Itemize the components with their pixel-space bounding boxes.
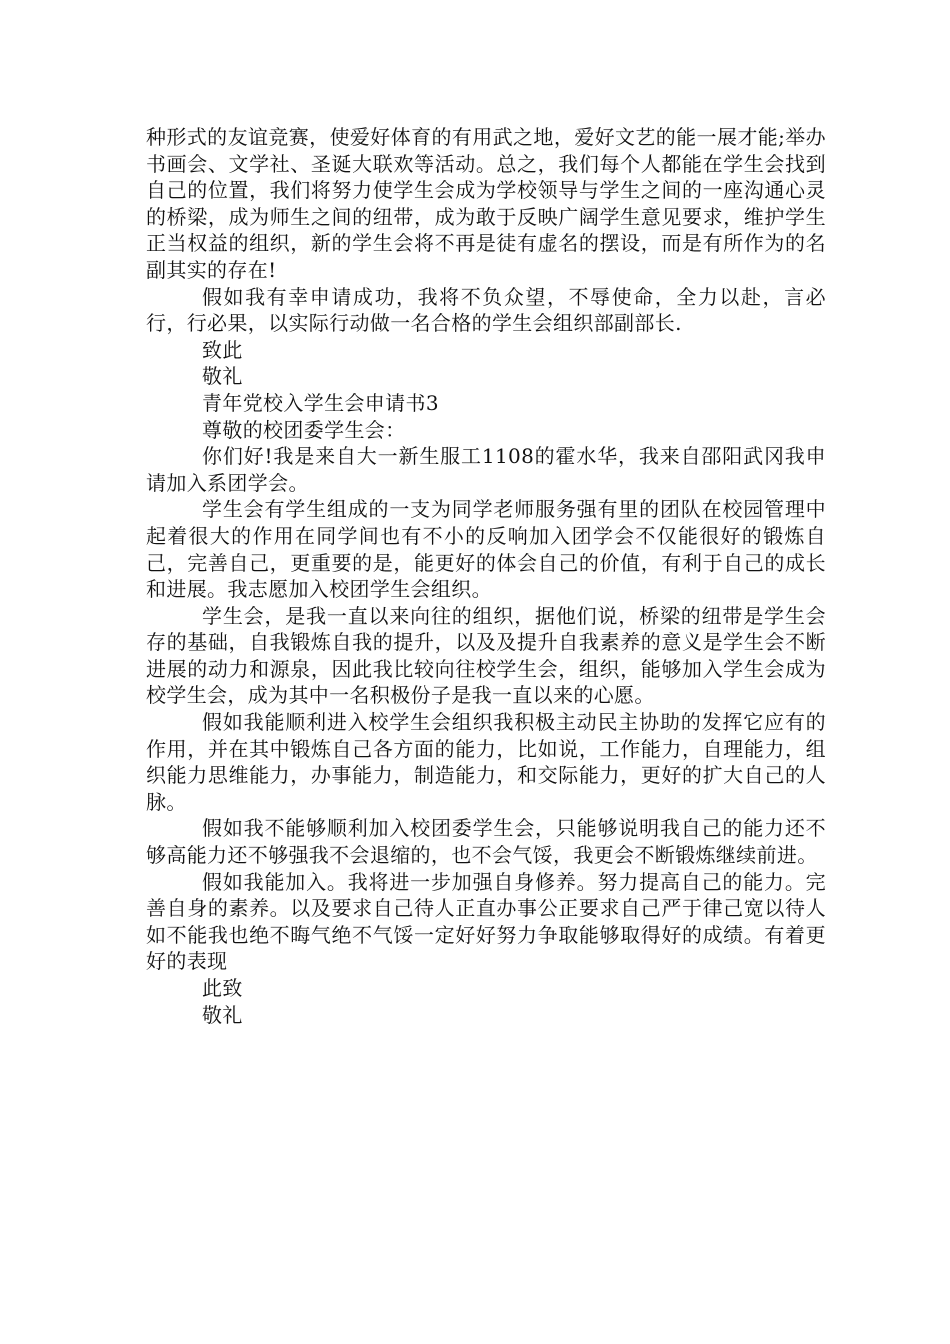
letter-title: 青年党校入学生会申请书3 — [202, 390, 439, 415]
closing-phrase: 致此 — [202, 337, 243, 362]
paragraph-commitment: 假如我能加入。我将进一步加强自身修养。努力提高自己的能力。完善自身的素养。以及要求自己待人正直办事公正要求自己严于律己宽以待人如不能我也绝不晦气绝不气馁一定好好努力争取能够取得好的成绩。有着更好的表现 — [146, 869, 826, 974]
closing-salute-2: 敬礼 — [202, 1002, 243, 1027]
paragraph-role: 学生会有学生组成的一支为同学老师服务强有里的团队在校园管理中起着很大的作用在同学间也有不小的反响加入团学会不仅能很好的锻炼自己，完善自己，更重要的是，能更好的体会自己的价值，有利于自己的成长和进展。我志愿加入校团学生会组织。 — [146, 497, 826, 602]
paragraph-pledge: 假如我有幸申请成功，我将不负众望，不辱使命，全力以赴，言必行，行必果，以实际行动做一名合格的学生会组织部副部长. — [146, 284, 826, 336]
document-body — [146, 124, 826, 1028]
paragraph-if-accepted: 假如我能顺利进入校学生会组织我积极主动民主协助的发挥它应有的作用，并在其中锻炼自己各方面的能力，比如说，工作能力，自理能力，组织能力思维能力，办事能力，制造能力，和交际能力，更好的扩大自己的人脉。 — [146, 710, 826, 814]
closing-salute: 敬礼 — [202, 364, 243, 389]
paragraph-continuation: 种形式的友谊竞赛，使爱好体育的有用武之地，爱好文艺的能一展才能;举办书画会、文学社、圣诞大联欢等活动。总之，我们每个人都能在学生会找到自己的位置，我们将努力使学生会成为学校领导与学生之间的一座沟通心灵的桥梁，成为师生之间的纽带，成为敢于反映广阔学生意见要求，维护学生正当权益的组织，新的学生会将不再是徒有虚名的摆设，而是有所作为的名副其实的存在! — [146, 125, 826, 282]
paragraph-greeting: 你们好!我是来自大一新生服工1108的霍水华，我来自邵阳武冈我申请加入系团学会。 — [146, 444, 826, 495]
closing-phrase-2: 此致 — [202, 976, 243, 1000]
salutation: 尊敬的校团委学生会： — [202, 417, 406, 442]
paragraph-if-rejected: 假如我不能够顺利加入校团委学生会，只能够说明我自己的能力还不够高能力还不够强我不会退缩的，也不会气馁，我更会不断锻炼继续前进。 — [146, 816, 826, 868]
paragraph-aspiration: 学生会，是我一直以来向往的组织，据他们说，桥梁的纽带是学生会存的基础，自我锻炼自我的提升，以及及提升自我素养的意义是学生会不断进展的动力和源泉，因此我比较向往校学生会，组织，能够加入学生会成为校学生会，成为其中一名积极份子是我一直以来的心愿。 — [146, 603, 826, 708]
